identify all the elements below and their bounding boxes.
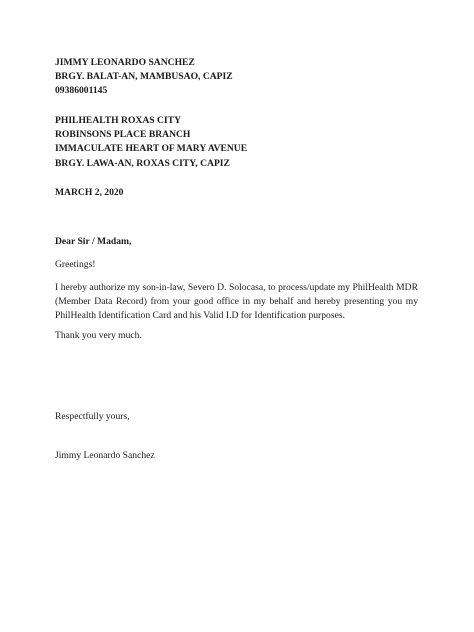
body-paragraph <box>55 281 418 324</box>
body-line-2: (Member Data Record) from your good office in my behalf and hereby presenting you my <box>55 296 418 308</box>
recipient-line-3: IMMACULATE HEART OF MARY AVENUE <box>55 143 248 155</box>
thanks-line: Thank you very much. <box>55 330 142 341</box>
signature-name: Jimmy Leonardo Sanchez <box>55 450 155 461</box>
salutation: Dear Sir / Madam, <box>55 236 132 247</box>
sender-name: JIMMY LEONARDO SANCHEZ <box>55 57 195 68</box>
sender-phone: 09386001145 <box>55 85 108 97</box>
body-line-3: PhilHealth Identification Card and his Valid I.D for Identification purposes. <box>55 310 345 322</box>
body-line-1: I hereby authorize my son-in-law, Severo D. Solocasa, to process/update my PhilHealth MDR <box>55 282 418 293</box>
sender-block <box>55 56 418 99</box>
closing-line: Respectfully yours, <box>55 411 130 422</box>
greeting: Greetings! <box>55 259 96 270</box>
recipient-line-2: ROBINSONS PLACE BRANCH <box>55 129 191 141</box>
letter-date: MARCH 2, 2020 <box>55 187 124 198</box>
sender-address: BRGY. BALAT-AN, MAMBUSAO, CAPIZ <box>55 71 233 83</box>
recipient-line-1: PHILHEALTH ROXAS CITY <box>55 115 181 126</box>
recipient-block <box>55 114 418 171</box>
recipient-line-4: BRGY. LAWA-AN, ROXAS CITY, CAPIZ <box>55 157 230 169</box>
